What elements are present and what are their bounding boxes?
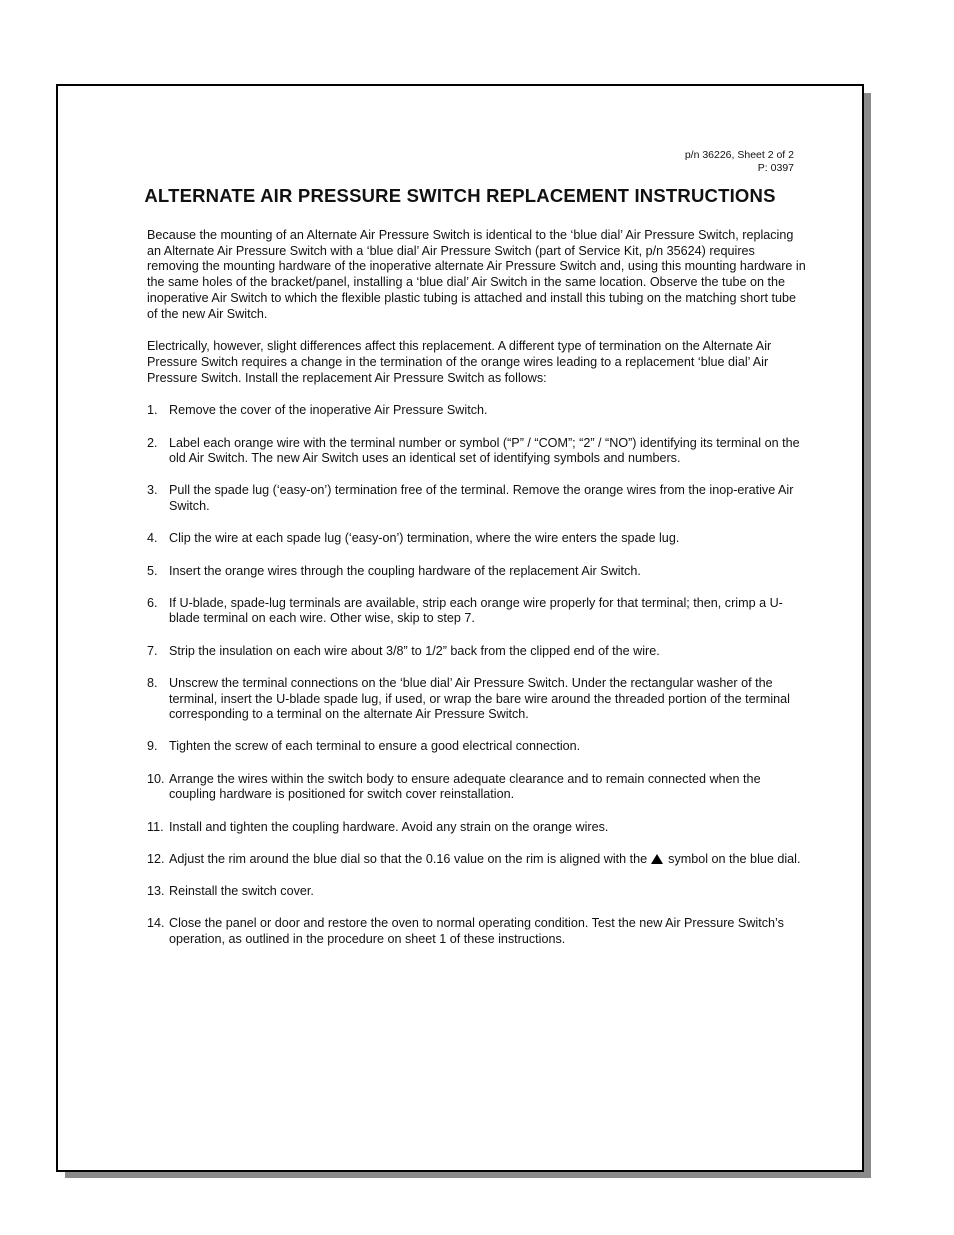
step-number: 2.: [147, 435, 158, 450]
step-number: 5.: [147, 563, 158, 578]
step-text: Clip the wire at each spade lug (‘easy-on’) termination, where the wire enters the spade lug.: [169, 531, 680, 546]
step-text: If U-blade, spade-lug terminals are available, strip each orange wire properly for that terminal; then, crimp a U-blade terminal on each wire. Other wise, skip to step 7.: [169, 595, 783, 626]
step-text: Close the panel or door and restore the oven to normal operating condition. Test the new Air Pressure Switch’s operation, as outlined in the procedure on sheet 1 of these instructions.: [169, 916, 784, 946]
step-item: [147, 483, 807, 514]
step-text: Reinstall the switch cover.: [169, 883, 314, 898]
step-item: [147, 564, 807, 580]
step-item: [147, 884, 807, 900]
step-number: 10.: [147, 771, 165, 786]
step-item: [147, 772, 807, 803]
step-text: Unscrew the terminal connections on the ‘blue dial’ Air Pressure Switch. Under the rectangular washer of the terminal, insert the U-blade spade lug, if used, or wrap the bare wire around the threaded portion of the terminal corresponding to a terminal on the alternate Air Pressure Switch.: [169, 675, 790, 722]
step-item: [147, 852, 807, 868]
document-page: [56, 84, 864, 1172]
step-text: Label each orange wire with the terminal number or symbol (“P” / “COM”; “2” / “NO”) identifying its terminal on the old Air Switch. The new Air Switch uses an identical set of identifying symbols and numbers.: [169, 435, 800, 466]
step-text: Pull the spade lug (‘easy-on’) termination free of the terminal. Remove the orange wires from the inop-erative Air Switch.: [169, 483, 794, 514]
step-item: [147, 436, 807, 467]
step-number: 12.: [147, 851, 165, 866]
electrical-paragraph: Electrically, however, slight differences affect this replacement. A different type of termination on the Alternate Air Pressure Switch requires a change in the termination of the orange wires leading to a replacement ‘blue dial’ Air Pressure Switch. Install the replacement Air Pressure Switch as follows:: [147, 339, 772, 385]
step-number: 1.: [147, 403, 158, 418]
step-text-before-icon: Adjust the rim around the blue dial so that the 0.16 value on the rim is aligned with the: [169, 851, 648, 866]
step-number: 11.: [147, 819, 164, 834]
step-number: 6.: [147, 595, 158, 610]
document-reference: [685, 149, 794, 175]
step-text: Strip the insulation on each wire about 3/8” to 1/2” back from the clipped end of the wire.: [169, 643, 660, 658]
triangle-up-icon: [651, 854, 663, 864]
step-text: Arrange the wires within the switch body to ensure adequate clearance and to remain connected when the coupling hardware is positioned for switch cover reinstallation.: [169, 771, 761, 802]
step-item: [147, 403, 807, 419]
step-number: 13.: [147, 883, 165, 898]
instruction-steps: [147, 403, 807, 947]
step-text-after-icon: symbol on the blue dial.: [668, 851, 801, 866]
step-item: [147, 739, 807, 755]
step-number: 4.: [147, 531, 158, 546]
step-item: [147, 644, 807, 660]
part-number-sheet: p/n 36226, Sheet 2 of 2: [684, 149, 794, 161]
document-title: ALTERNATE AIR PRESSURE SWITCH REPLACEMENT INSTRUCTIONS: [144, 185, 776, 206]
step-item: [147, 531, 807, 547]
step-number: 14.: [147, 916, 165, 931]
step-text: Install and tighten the coupling hardware. Avoid any strain on the orange wires.: [169, 819, 609, 834]
step-text: Insert the orange wires through the coupling hardware of the replacement Air Switch.: [169, 563, 641, 578]
step-number: 9.: [147, 739, 158, 754]
document-body: [147, 228, 807, 964]
step-item: [147, 820, 807, 836]
step-item: [147, 596, 807, 627]
intro-paragraph: Because the mounting of an Alternate Air Pressure Switch is identical to the ‘blue dial’ Air Pressure Switch, replacing an Alternate Air Pressure Switch with a ‘blue dial’ Air Pressure Switch (part of Service Kit, p/n 35624) requires removing the mounting hardware of the inoperative alternate Air Pressure Switch and, using this mounting hardware in the same holes of the bracket/panel, installing a ‘blue dial’ Air Switch in the same location. Observe the tube on the inoperative Air Switch to which the flexible plastic tubing is attached and install this tubing on the matching short tube of the new Air Switch.: [147, 228, 806, 321]
step-number: 8.: [147, 675, 158, 690]
step-text: Remove the cover of the inoperative Air Pressure Switch.: [169, 403, 488, 418]
step-text: Tighten the screw of each terminal to ensure a good electrical connection.: [169, 739, 581, 754]
print-code: P: 0397: [757, 162, 794, 174]
step-item: [147, 676, 807, 723]
step-number: 7.: [147, 643, 158, 658]
step-number: 3.: [147, 483, 158, 498]
step-item: [147, 916, 807, 947]
